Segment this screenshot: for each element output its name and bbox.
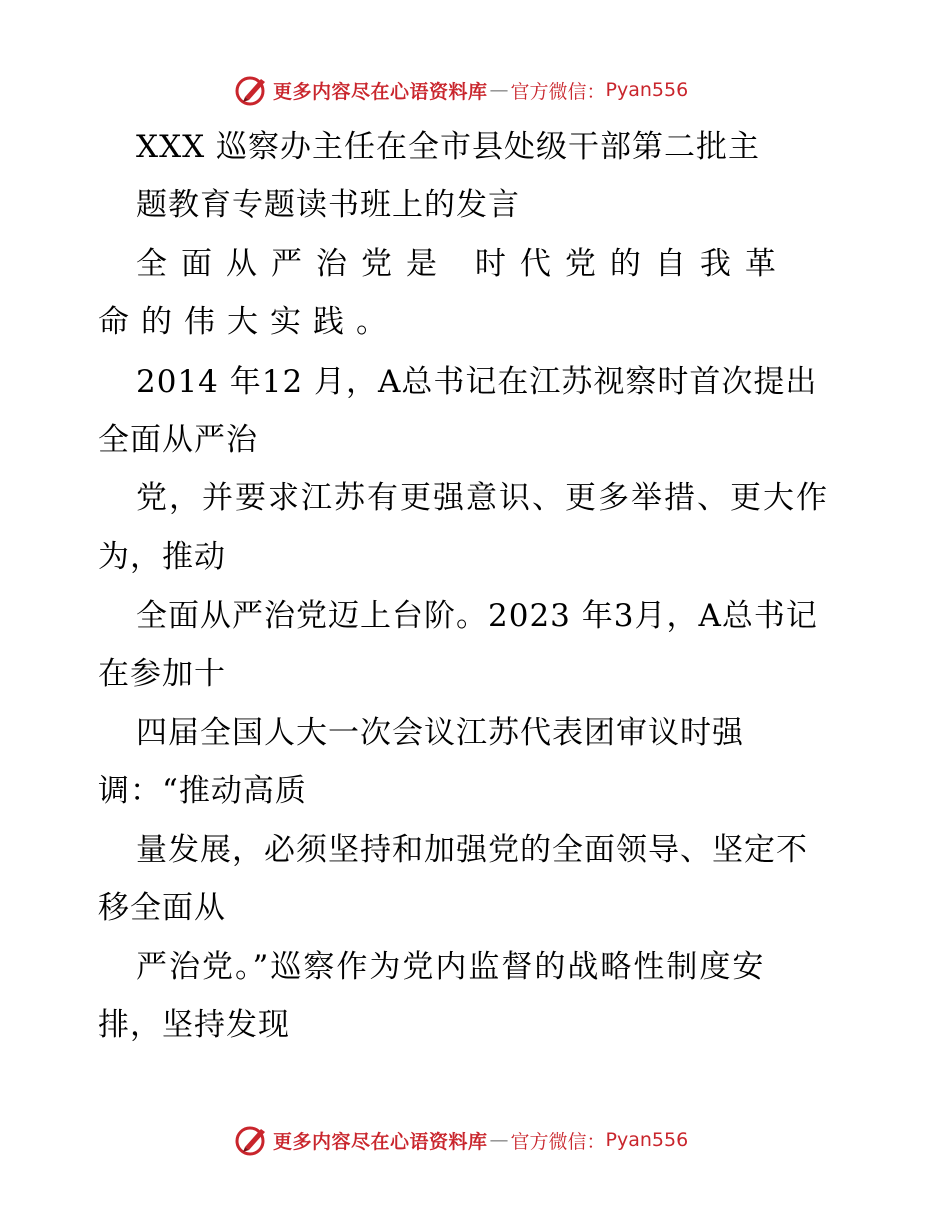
watermark-wechat-label: 官方微信： [510,1130,606,1153]
paragraph-line: 全面从严治 [98,422,258,458]
watermark-wechat-label: 官方微信： [510,80,606,103]
paragraph-line: 排，坚持发现 [98,1007,290,1043]
watermark-dash: — [489,79,509,101]
paragraph-line: 四届全国人大一次会议江苏代表团审议时强 [136,715,744,751]
pen-circle-logo-icon [235,73,269,107]
footer-watermark [235,1122,688,1158]
watermark-site-text: 更多内容尽在心语资料库 [273,1130,488,1153]
paragraph-line: 2014 年12 月，A总书记在江苏视察时首次提出 [136,364,818,400]
watermark-wechat-id: Pyan556 [605,1129,689,1151]
paragraph-line: 严治党。”巡察作为党内监督的战略性制度安 [136,949,766,985]
paragraph-line: 移全面从 [98,890,226,926]
paragraph-line: 全面从严治党迈上台阶。2023 年3月，A总书记 [136,598,818,634]
document-title-line-1: XXX 巡察办主任在全市县处级干部第二批主 [136,129,761,165]
paragraph-line: 为，推动 [98,539,226,575]
watermark-site-text: 更多内容尽在心语资料库 [273,80,488,103]
paragraph-line: 调：“推动高质 [98,773,307,809]
paragraph-line: 党，并要求江苏有更强意识、更多举措、更大作 [136,480,829,516]
watermark-dash: — [489,1129,509,1151]
paragraph-line: 命的伟大实践。 [98,304,399,340]
watermark-wechat-id: Pyan556 [605,79,689,101]
paragraph-line: 在参加十 [98,656,226,692]
paragraph-line: 全面从严治党是 时代党的自我革 [136,246,790,282]
pen-circle-logo-icon [235,1123,269,1157]
paragraph-line: 量发展，必须坚持和加强党的全面领导、坚定不 [136,832,808,868]
header-watermark [235,72,688,108]
document-title-line-2: 题教育专题读书班上的发言 [136,187,520,223]
